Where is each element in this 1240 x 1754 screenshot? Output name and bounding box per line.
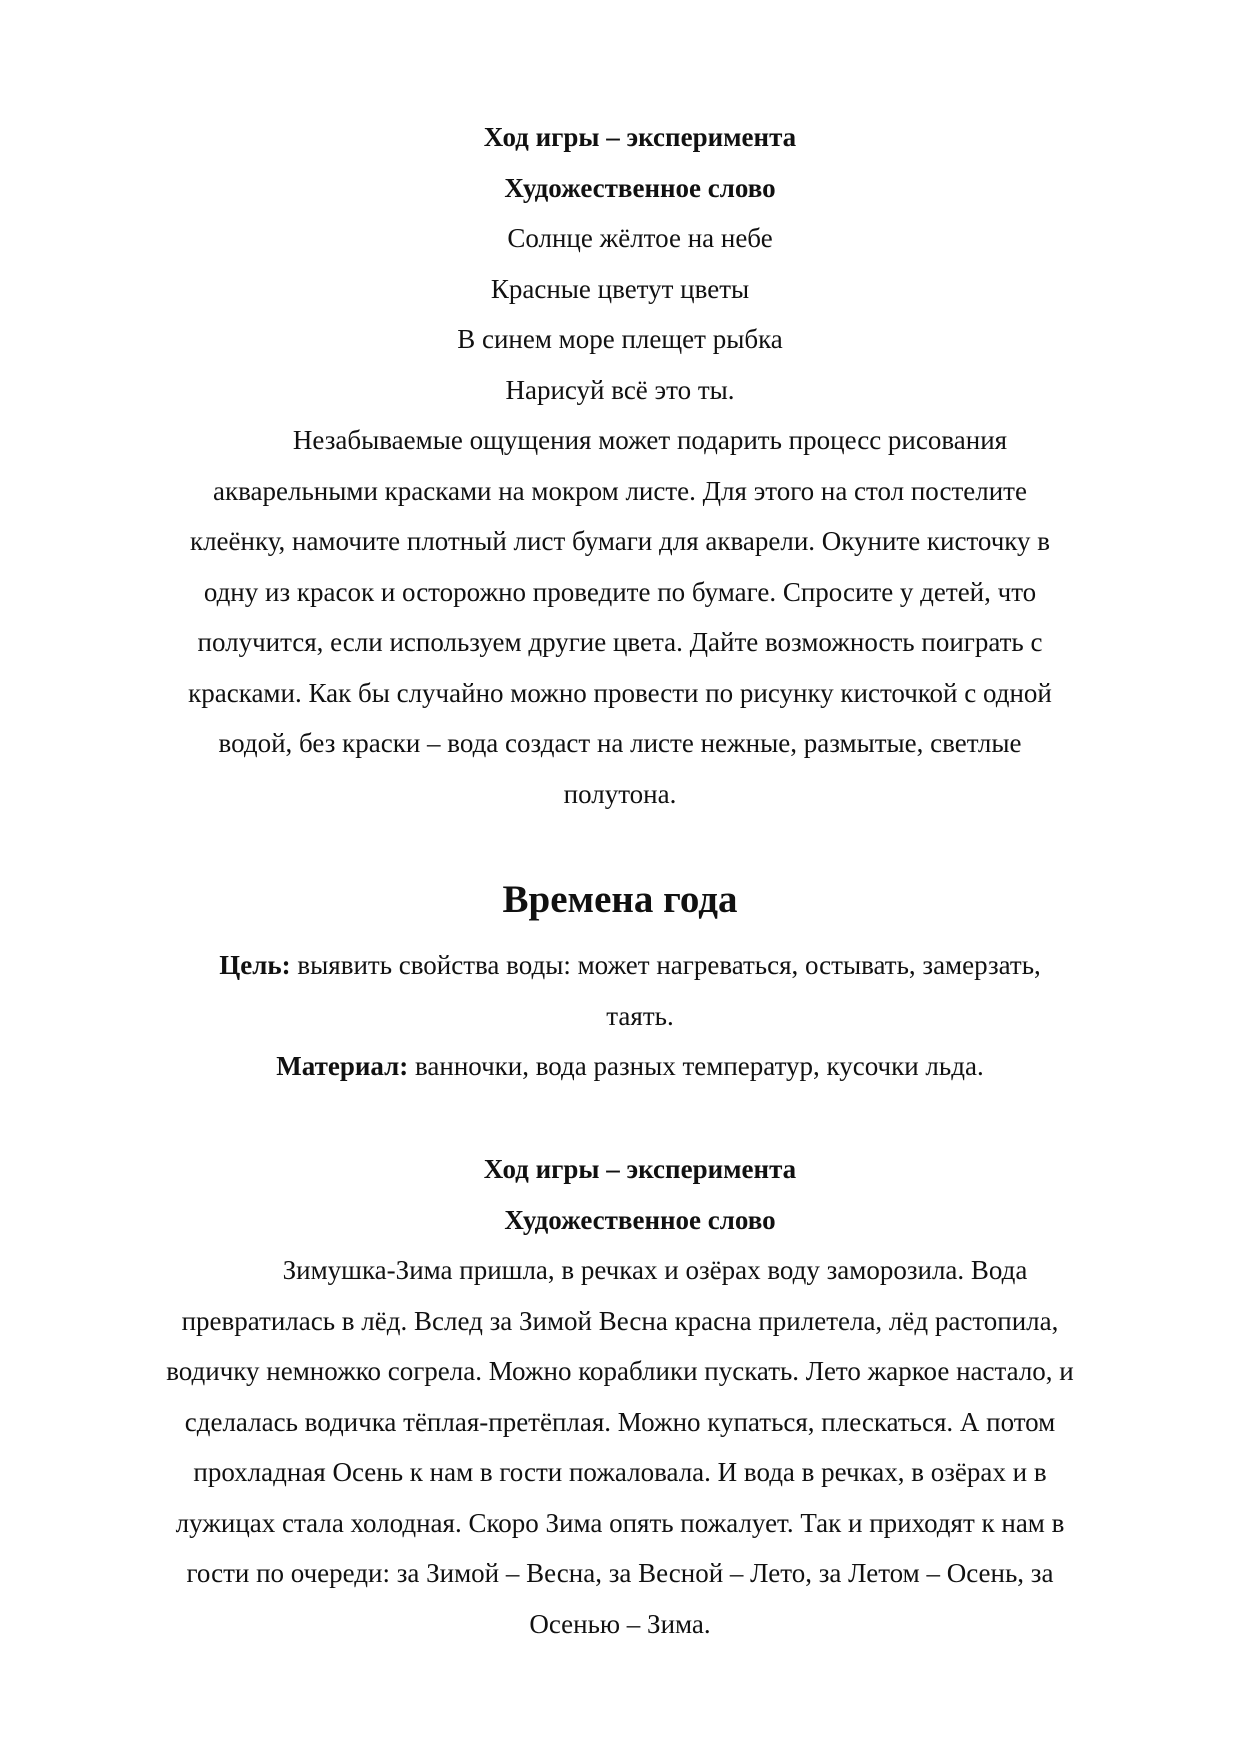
section-1 <box>110 112 1130 819</box>
paragraph-line: полутона. <box>563 778 677 809</box>
paragraph-line: лужицах стала холодная. Скоро Зима опять пожалует. Так и приходят к нам в <box>175 1507 1065 1538</box>
goal-material-block <box>110 940 1130 1092</box>
paragraph-line: Осенью – Зима. <box>529 1608 711 1639</box>
paragraph-line: гости по очереди: за Зимой – Весна, за Весной – Лето, за Летом – Осень, за <box>186 1558 1054 1588</box>
goal-text: выявить свойства воды: может нагреваться, остывать, замерзать, <box>290 950 1041 980</box>
paragraph-line: водой, без краски – вода создаст на листе нежные, размытые, светлые <box>218 728 1022 758</box>
goal-line <box>110 940 1130 991</box>
paragraph-line: акварельными красками на мокром листе. Для этого на стол постелите <box>213 475 1027 506</box>
section-2 <box>110 1144 1130 1649</box>
poem-line: Нарисуй всё это ты. <box>505 374 735 405</box>
goal-text-continuation: таять. <box>606 1000 674 1031</box>
paragraph-line: Незабываемые ощущения может подарить процесс рисования <box>292 425 1008 455</box>
section-title: Времена года <box>502 878 738 921</box>
paragraph-line: красками. Как бы случайно можно провести по рисунку кисточкой с одной <box>188 677 1052 708</box>
poem-line: В синем море плещет рыбка <box>457 324 783 354</box>
material-text: ванночки, вода разных температур, кусочки льда. <box>408 1051 984 1081</box>
paragraph-line: одну из красок и осторожно проведите по бумаге. Спросите у детей, что <box>203 576 1037 607</box>
material-line <box>110 1041 1130 1092</box>
artistic-word-heading: Художественное слово <box>504 1204 776 1235</box>
poem-line: Солнце жёлтое на небе <box>507 223 773 253</box>
poem-line: Красные цветут цветы <box>490 273 750 304</box>
paragraph-line: прохладная Осень к нам в гости пожаловала. И вода в речках, в озёрах и в <box>193 1457 1047 1487</box>
paragraph-line: сделалась водичка тёплая-претёплая. Можно купаться, плескаться. А потом <box>184 1406 1056 1437</box>
game-progress-heading: Ход игры – эксперимента <box>483 1154 797 1184</box>
material-label: Материал: <box>276 1051 409 1081</box>
game-progress-heading: Ход игры – эксперимента <box>483 122 797 152</box>
goal-label: Цель: <box>219 950 291 980</box>
paragraph-line: водичку немножко согрела. Можно кораблики пускать. Лето жаркое настало, и <box>166 1356 1074 1386</box>
paragraph-line: получится, если используем другие цвета. Дайте возможность поиграть с <box>197 627 1043 657</box>
paragraph-line: превратилась в лёд. Вслед за Зимой Весна красна прилетела, лёд растопила, <box>181 1305 1059 1336</box>
artistic-word-heading: Художественное слово <box>504 172 776 203</box>
paragraph-line: Зимушка-Зима пришла, в речках и озёрах воду заморозила. Вода <box>282 1255 1028 1285</box>
paragraph-line: клеёнку, намочите плотный лист бумаги для акварели. Окуните кисточку в <box>189 526 1051 556</box>
